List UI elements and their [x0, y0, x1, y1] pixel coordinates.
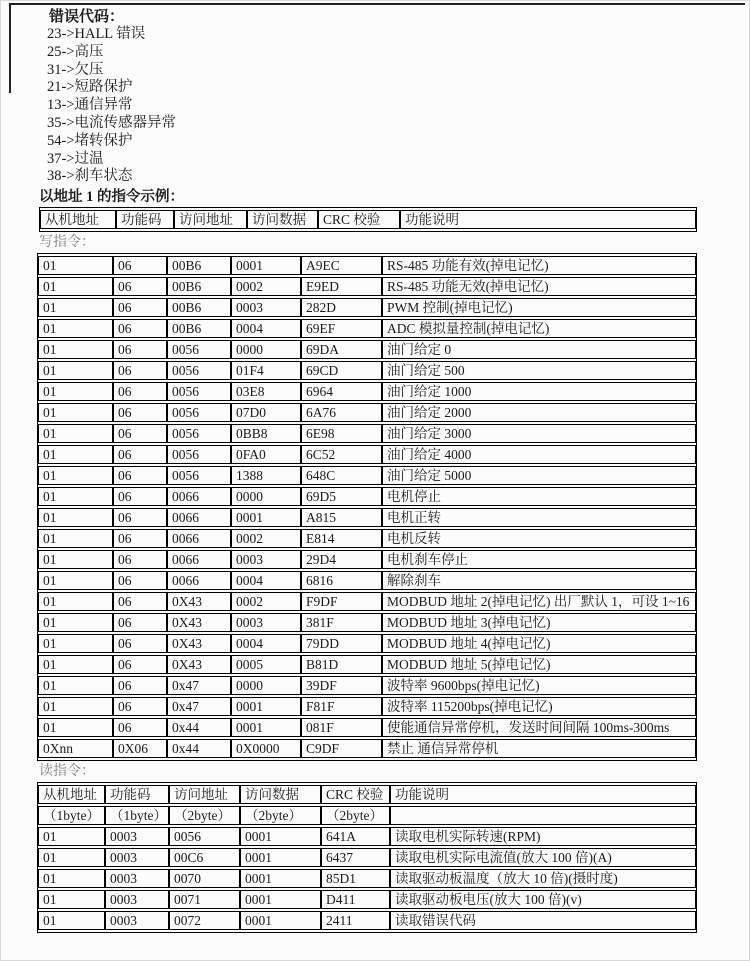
crc-cell: 69EF [301, 319, 382, 338]
column-header-cell: 功能说明 [400, 210, 696, 229]
slave-address-cell: 01 [38, 277, 113, 296]
register-address-cell: 0071 [169, 890, 240, 909]
function-code-cell: 06 [113, 676, 167, 695]
crc-cell: 381F [301, 613, 382, 632]
description-cell: ADC 模拟量控制(掉电记忆) [382, 319, 696, 338]
description-cell: 电机正转 [382, 508, 696, 527]
description-cell: 解除刹车 [382, 571, 696, 590]
write-commands-table [37, 253, 697, 761]
page-content [1, 1, 749, 933]
write-command-row [38, 718, 696, 737]
crc-cell: 648C [301, 466, 382, 485]
write-command-row [38, 508, 696, 527]
crc-cell: A815 [301, 508, 382, 527]
byte-size-cell: （2byte） [169, 806, 240, 825]
function-code-cell: 06 [113, 445, 167, 464]
error-code-item: 13->通信异常 [47, 97, 133, 114]
function-code-cell: 0003 [105, 869, 169, 888]
data-value-cell: 0005 [231, 655, 301, 674]
description-cell: RS-485 功能无效(掉电记忆) [382, 277, 696, 296]
register-address-cell: 0x44 [167, 739, 231, 758]
register-address-cell: 00C6 [169, 848, 240, 867]
write-command-row [38, 445, 696, 464]
description-cell: 读取电机实际电流值(放大 100 倍)(A) [390, 848, 696, 867]
function-code-cell: 06 [113, 697, 167, 716]
crc-cell: F9DF [301, 592, 382, 611]
description-cell: MODBUD 地址 5(掉电记忆) [382, 655, 696, 674]
data-value-cell: 0003 [231, 613, 301, 632]
description-cell: MODBUD 地址 2(掉电记忆) 出厂默认 1，可设 1~16 [382, 592, 696, 611]
register-address-cell: 0056 [167, 382, 231, 401]
top-border-line [9, 3, 745, 5]
data-value-cell: 0001 [231, 697, 301, 716]
slave-address-cell: 01 [38, 382, 113, 401]
description-cell: 禁止 通信异常停机 [382, 739, 696, 758]
error-code-item: 23->HALL 错误 [47, 26, 146, 42]
description-cell: 读取驱动板温度（放大 10 倍)(摄时度) [390, 869, 696, 888]
description-cell: PWM 控制(掉电记忆) [382, 298, 696, 317]
write-command-row [38, 487, 696, 506]
error-codes-title: 错误代码： [49, 9, 125, 25]
read-table-bytesize-row [38, 806, 696, 825]
description-cell: 油门给定 4000 [382, 445, 696, 464]
read-table-body [38, 827, 696, 930]
data-value-cell: 0002 [231, 592, 301, 611]
slave-address-cell: 01 [38, 256, 113, 275]
slave-address-cell: 0Xnn [38, 739, 113, 758]
data-value-cell: 0004 [231, 319, 301, 338]
error-code-item: 54->堵转保护 [47, 132, 133, 149]
description-cell: MODBUD 地址 4(掉电记忆) [382, 634, 696, 653]
description-cell: 油门给定 5000 [382, 466, 696, 485]
error-code-item: 31->欠压 [47, 61, 104, 78]
function-code-cell: 06 [113, 571, 167, 590]
function-code-cell: 0003 [105, 890, 169, 909]
function-code-cell: 06 [113, 403, 167, 422]
error-code-item: 37->过温 [47, 150, 104, 167]
byte-size-cell: （1byte） [105, 806, 169, 825]
function-code-cell: 06 [113, 424, 167, 443]
write-command-row [38, 340, 696, 359]
register-address-cell: 0072 [169, 911, 240, 930]
error-code-item: 25->高压 [47, 43, 104, 60]
data-value-cell: 0000 [231, 340, 301, 359]
write-command-row [38, 634, 696, 653]
data-value-cell: 0002 [231, 529, 301, 548]
description-cell: 读取驱动板电压(放大 100 倍)(v) [390, 890, 696, 909]
register-address-cell: 0066 [167, 571, 231, 590]
register-address-cell: 0066 [167, 550, 231, 569]
register-address-cell: 0066 [167, 487, 231, 506]
slave-address-cell: 01 [38, 571, 113, 590]
function-code-cell: 0003 [105, 827, 169, 846]
error-code-item: 38->刹车状态 [47, 168, 133, 185]
slave-address-cell: 01 [38, 697, 113, 716]
crc-cell: 6A76 [301, 403, 382, 422]
write-command-row [38, 424, 696, 443]
crc-cell: F81F [301, 697, 382, 716]
description-cell: 油门给定 2000 [382, 403, 696, 422]
example-title: 以地址 1 的指令示例： [39, 189, 184, 206]
write-command-row [38, 697, 696, 716]
read-command-row [38, 848, 696, 867]
data-value-cell: 0001 [240, 911, 321, 930]
data-value-cell: 0003 [231, 298, 301, 317]
byte-size-cell: （2byte） [321, 806, 390, 825]
read-command-row [38, 890, 696, 909]
crc-cell: 6964 [301, 382, 382, 401]
column-header-cell: 访问地址 [174, 210, 247, 229]
register-address-cell: 0X43 [167, 655, 231, 674]
data-value-cell: 0001 [240, 890, 321, 909]
description-cell: 波特率 9600bps(掉电记忆) [382, 676, 696, 695]
crc-cell: 69D5 [301, 487, 382, 506]
description-cell: 使能通信异常停机，发送时间间隔 100ms-300ms [382, 718, 696, 737]
slave-address-cell: 01 [38, 718, 113, 737]
slave-address-cell: 01 [38, 424, 113, 443]
slave-address-cell: 01 [38, 827, 105, 846]
description-cell: 电机反转 [382, 529, 696, 548]
slave-address-cell: 01 [38, 487, 113, 506]
slave-address-cell: 01 [38, 403, 113, 422]
register-address-cell: 0056 [167, 424, 231, 443]
function-code-cell: 06 [113, 550, 167, 569]
slave-address-cell: 01 [38, 319, 113, 338]
description-cell: MODBUD 地址 3(掉电记忆) [382, 613, 696, 632]
crc-cell: 282D [301, 298, 382, 317]
crc-cell: 79DD [301, 634, 382, 653]
register-address-cell: 0066 [167, 508, 231, 527]
write-command-row [38, 403, 696, 422]
register-address-cell: 0X43 [167, 634, 231, 653]
data-value-cell: 0003 [231, 550, 301, 569]
function-code-cell: 06 [113, 319, 167, 338]
data-value-cell: 0001 [240, 848, 321, 867]
slave-address-cell: 01 [38, 676, 113, 695]
write-command-row [38, 550, 696, 569]
function-code-cell: 06 [113, 592, 167, 611]
description-cell: 油门给定 1000 [382, 382, 696, 401]
register-address-cell: 0x47 [167, 676, 231, 695]
description-cell: 读取电机实际转速(RPM) [390, 827, 696, 846]
data-value-cell: 0001 [231, 718, 301, 737]
slave-address-cell: 01 [38, 655, 113, 674]
column-header-cell: 功能码 [116, 210, 174, 229]
error-code-item: 35->电流传感器异常 [47, 114, 177, 131]
crc-cell: A9EC [301, 256, 382, 275]
write-command-row [38, 613, 696, 632]
description-cell: RS-485 功能有效(掉电记忆) [382, 256, 696, 275]
function-code-cell: 0X06 [113, 739, 167, 758]
column-header-cell: CRC 校验 [321, 785, 390, 804]
data-value-cell: 0001 [231, 256, 301, 275]
column-header-cell: 访问数据 [247, 210, 318, 229]
register-address-cell: 0056 [167, 445, 231, 464]
read-command-row [38, 827, 696, 846]
slave-address-cell: 01 [38, 634, 113, 653]
data-value-cell: 1388 [231, 466, 301, 485]
slave-address-cell: 01 [38, 869, 105, 888]
register-address-cell: 0056 [167, 361, 231, 380]
data-value-cell: 0X0000 [231, 739, 301, 758]
description-cell: 油门给定 3000 [382, 424, 696, 443]
description-cell: 油门给定 500 [382, 361, 696, 380]
column-header-cell: 功能码 [105, 785, 169, 804]
slave-address-cell: 01 [38, 361, 113, 380]
write-command-row [38, 466, 696, 485]
column-header-cell: 从机地址 [40, 210, 116, 229]
crc-cell: D411 [321, 890, 390, 909]
data-value-cell: 0004 [231, 634, 301, 653]
function-code-cell: 06 [113, 634, 167, 653]
crc-cell: B81D [301, 655, 382, 674]
write-command-row [38, 592, 696, 611]
write-command-row [38, 529, 696, 548]
slave-address-cell: 01 [38, 592, 113, 611]
function-code-cell: 06 [113, 298, 167, 317]
register-address-cell: 00B6 [167, 256, 231, 275]
crc-cell: 6437 [321, 848, 390, 867]
write-command-row [38, 382, 696, 401]
function-code-cell: 06 [113, 361, 167, 380]
write-command-row [38, 298, 696, 317]
read-command-row [38, 869, 696, 888]
write-command-row [38, 256, 696, 275]
crc-cell: 6C52 [301, 445, 382, 464]
function-code-cell: 06 [113, 487, 167, 506]
data-value-cell: 0004 [231, 571, 301, 590]
crc-cell: E814 [301, 529, 382, 548]
slave-address-cell: 01 [38, 445, 113, 464]
crc-cell: 85D1 [321, 869, 390, 888]
slave-address-cell: 01 [38, 466, 113, 485]
column-header-cell: 访问地址 [169, 785, 240, 804]
slave-address-cell: 01 [38, 613, 113, 632]
column-header-cell: 从机地址 [38, 785, 105, 804]
crc-cell: C9DF [301, 739, 382, 758]
crc-cell: 6816 [301, 571, 382, 590]
byte-size-cell: （1byte） [38, 806, 105, 825]
crc-cell: 6E98 [301, 424, 382, 443]
write-commands-label: 写指令： [39, 235, 95, 251]
slave-address-cell: 01 [38, 508, 113, 527]
crc-cell: 69DA [301, 340, 382, 359]
function-code-cell: 06 [113, 256, 167, 275]
write-command-row [38, 277, 696, 296]
column-header-cell: 访问数据 [240, 785, 321, 804]
function-code-cell: 0003 [105, 848, 169, 867]
register-address-cell: 0056 [167, 403, 231, 422]
data-value-cell: 0FA0 [231, 445, 301, 464]
data-value-cell: 0000 [231, 676, 301, 695]
register-address-cell: 0x44 [167, 718, 231, 737]
crc-cell: E9ED [301, 277, 382, 296]
register-address-cell: 0X43 [167, 592, 231, 611]
read-table-header-row [38, 785, 696, 804]
data-value-cell: 03E8 [231, 382, 301, 401]
register-address-cell: 0056 [167, 340, 231, 359]
crc-cell: 641A [321, 827, 390, 846]
write-table-body [38, 256, 696, 758]
register-address-cell: 0x47 [167, 697, 231, 716]
error-code-item: 21->短路保护 [47, 79, 133, 96]
data-value-cell: 0000 [231, 487, 301, 506]
register-address-cell: 0070 [169, 869, 240, 888]
register-address-cell: 0066 [167, 529, 231, 548]
read-commands-table [37, 782, 697, 933]
description-cell: 油门给定 0 [382, 340, 696, 359]
description-cell: 波特率 115200bps(掉电记忆) [382, 697, 696, 716]
slave-address-cell: 01 [38, 890, 105, 909]
slave-address-cell: 01 [38, 550, 113, 569]
register-address-cell: 00B6 [167, 298, 231, 317]
slave-address-cell: 01 [38, 848, 105, 867]
error-codes-list [39, 26, 749, 186]
command-format-table [39, 207, 697, 232]
function-code-cell: 06 [113, 613, 167, 632]
slave-address-cell: 01 [38, 298, 113, 317]
register-address-cell: 00B6 [167, 277, 231, 296]
command-format-header-row [40, 210, 696, 229]
crc-cell: 29D4 [301, 550, 382, 569]
read-command-row [38, 911, 696, 930]
column-header-cell: 功能说明 [390, 785, 696, 804]
slave-address-cell: 01 [38, 529, 113, 548]
slave-address-cell: 01 [38, 340, 113, 359]
description-cell: 电机刹车停止 [382, 550, 696, 569]
crc-cell: 69CD [301, 361, 382, 380]
write-command-row [38, 571, 696, 590]
register-address-cell: 0X43 [167, 613, 231, 632]
function-code-cell: 06 [113, 655, 167, 674]
function-code-cell: 0003 [105, 911, 169, 930]
function-code-cell: 06 [113, 466, 167, 485]
data-value-cell: 0BB8 [231, 424, 301, 443]
byte-size-cell: （2byte） [240, 806, 321, 825]
data-value-cell: 0002 [231, 277, 301, 296]
read-commands-label: 读指令： [39, 764, 95, 780]
register-address-cell: 00B6 [167, 319, 231, 338]
function-code-cell: 06 [113, 718, 167, 737]
write-command-row [38, 319, 696, 338]
write-command-row [38, 655, 696, 674]
crc-cell: 081F [301, 718, 382, 737]
data-value-cell: 0001 [240, 827, 321, 846]
crc-cell: 39DF [301, 676, 382, 695]
write-command-row [38, 739, 696, 758]
data-value-cell: 0001 [231, 508, 301, 527]
write-command-row [38, 361, 696, 380]
crc-cell: 2411 [321, 911, 390, 930]
function-code-cell: 06 [113, 277, 167, 296]
slave-address-cell: 01 [38, 911, 105, 930]
data-value-cell: 01F4 [231, 361, 301, 380]
data-value-cell: 07D0 [231, 403, 301, 422]
description-cell: 读取错误代码 [390, 911, 696, 930]
byte-size-cell [390, 806, 696, 825]
data-value-cell: 0001 [240, 869, 321, 888]
description-cell: 电机停止 [382, 487, 696, 506]
write-command-row [38, 676, 696, 695]
function-code-cell: 06 [113, 340, 167, 359]
register-address-cell: 0056 [167, 466, 231, 485]
register-address-cell: 0056 [169, 827, 240, 846]
function-code-cell: 06 [113, 508, 167, 527]
column-header-cell: CRC 校验 [318, 210, 400, 229]
function-code-cell: 06 [113, 382, 167, 401]
function-code-cell: 06 [113, 529, 167, 548]
left-border-line [9, 3, 11, 93]
